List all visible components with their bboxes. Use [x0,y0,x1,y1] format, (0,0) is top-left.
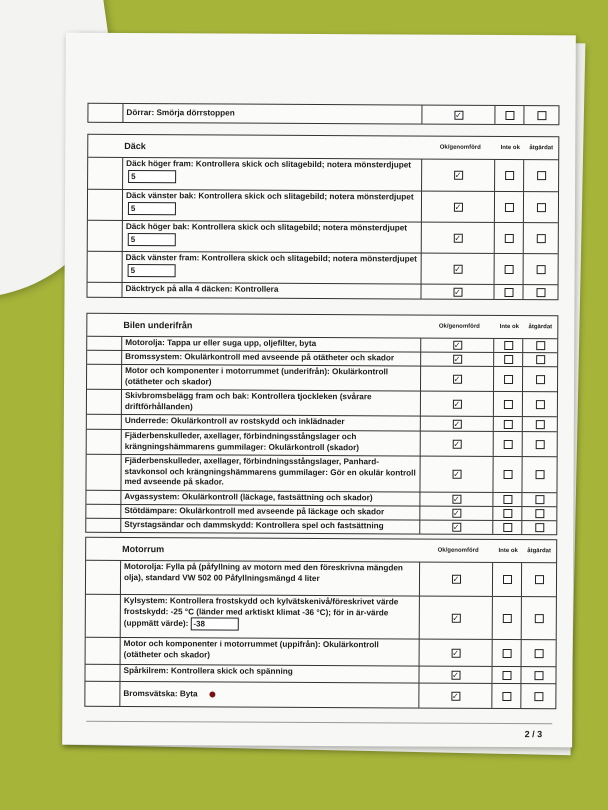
fixed-cell[interactable] [523,254,558,284]
fixed-cell[interactable] [521,521,556,534]
checkbox-not-ok[interactable] [502,691,511,700]
section-header [87,314,557,339]
checkbox-ok[interactable]: ✓ [453,399,461,409]
fixed-cell[interactable] [522,392,557,416]
ok-cell[interactable] [420,353,493,366]
checkbox-fixed[interactable] [535,495,544,504]
checkbox-ok[interactable]: ✓ [454,233,462,243]
ok-cell[interactable] [420,367,493,391]
checkbox-ok[interactable]: ✓ [455,110,462,120]
not-ok-cell[interactable] [493,392,522,416]
checkbox-not-ok[interactable] [503,439,512,448]
table-row [86,638,556,667]
row-label: Däck vänster bak: Kontrollera skick och slitagebild; notera mönsterdjupet5 [122,190,421,222]
not-ok-cell[interactable] [493,353,522,366]
checkbox-ok[interactable]: ✓ [453,439,461,449]
checkbox-not-ok[interactable] [504,374,513,383]
section-underbody [85,313,558,535]
col-not-ok-header: Inte ok [498,547,518,554]
checkbox-ok[interactable]: ✓ [452,648,459,658]
row-label: Fjäderbenskulleder, axellager, förbindningsstångslager, Panhard-stavkonsol och krängningshämmarens gummilager: Gör en okulär kontroll med avseende på skador. [120,455,419,492]
checkbox-not-ok[interactable] [504,355,513,364]
checkbox-ok[interactable]: ✓ [452,691,459,701]
col-ok-header: Ok/genomförd [439,144,481,151]
fixed-cell[interactable] [523,192,558,222]
fixed-cell[interactable] [522,353,557,366]
row-label: Avgassystem: Okulärkontroll (läckage, fastsättning och skador) [120,491,419,506]
checkbox-fixed[interactable] [535,420,544,429]
checkbox-fixed[interactable] [535,523,544,532]
row-label: Däck vänster fram: Kontrollera skick och slitagebild; notera mönsterdjupet5 [122,252,421,284]
row-label: Spårkilrem: Kontrollera skick och spänning [119,665,418,683]
ok-cell[interactable] [421,254,494,284]
fixed-cell[interactable] [522,417,557,431]
checkbox-ok[interactable]: ✓ [454,264,462,274]
ok-cell[interactable] [420,285,493,299]
ok-cell[interactable] [420,417,493,431]
table-row [86,595,556,640]
col-not-ok-header: Inte ok [499,323,520,330]
checkbox-fixed[interactable] [534,575,543,584]
checkbox-ok[interactable]: ✓ [454,170,462,180]
fixed-cell[interactable] [521,457,556,492]
row-label: Motor och komponenter i motorrummet (underifrån): Okulärkontroll (otätheter och skador) [121,365,420,391]
col-fixed-header: åtgärdat [528,323,553,330]
not-ok-cell[interactable] [494,192,523,222]
fixed-cell[interactable] [521,493,556,506]
not-ok-cell[interactable] [494,223,523,253]
checkbox-ok[interactable]: ✓ [452,522,460,532]
table-row [88,221,558,254]
not-ok-cell[interactable] [492,507,521,520]
not-ok-cell[interactable] [492,563,521,596]
section-tires [86,134,559,300]
ok-cell[interactable] [419,640,492,666]
not-ok-cell[interactable] [492,521,521,534]
not-ok-cell[interactable] [492,597,521,639]
checkbox-not-ok[interactable] [505,110,514,119]
fixed-cell[interactable] [522,339,557,352]
ok-cell[interactable] [418,684,491,708]
section-title: Motorrum [122,543,165,555]
checkbox-not-ok[interactable] [503,509,512,518]
checkbox-ok[interactable]: ✓ [453,494,460,504]
checkbox-fixed[interactable] [535,509,544,518]
checkbox-fixed[interactable] [536,355,545,364]
table-row [87,390,557,417]
not-ok-cell[interactable] [493,417,522,431]
row-label: Motorolja: Tappa ur eller suga upp, oljefilter, byta [121,337,420,352]
ok-cell[interactable] [419,563,492,596]
fixed-cell[interactable] [521,640,556,666]
checkbox-not-ok[interactable] [503,419,512,428]
value-box[interactable]: 5 [128,232,176,245]
table-row [87,283,557,299]
checkbox-fixed[interactable] [534,671,543,680]
table-row [85,682,555,708]
checkbox-not-ok[interactable] [502,670,511,679]
fixed-cell[interactable] [522,285,557,299]
fixed-cell[interactable] [521,563,556,596]
checkbox-fixed[interactable] [535,440,544,449]
ok-cell[interactable] [419,597,492,639]
checkbox-fixed[interactable] [536,341,545,350]
row-label: Styrstagsändar och dammskydd: Kontrollera spel och fastsättning [120,519,419,534]
checkbox-ok[interactable]: ✓ [453,374,461,384]
footer-divider [86,721,552,724]
row-label: Dörrar: Smörja dörrstoppen [122,104,421,124]
not-ok-cell[interactable] [492,640,521,666]
col-fixed-header: åtgärdat [527,547,552,554]
checkbox-not-ok[interactable] [504,264,513,273]
checkbox-fixed[interactable] [535,400,544,409]
checkbox-not-ok[interactable] [503,399,512,408]
ok-cell[interactable] [419,457,492,492]
col-ok-header: Ok/genomförd [437,547,479,554]
page-number: 2 / 3 [524,729,543,740]
not-ok-cell[interactable] [493,432,522,456]
ok-cell[interactable] [421,192,494,222]
ok-cell[interactable] [421,106,494,124]
checkbox-ok[interactable]: ✓ [453,340,461,350]
table-row [88,190,558,223]
checkbox-not-ok[interactable] [504,287,513,296]
checkbox-ok[interactable]: ✓ [452,574,460,584]
not-ok-cell[interactable] [493,285,522,299]
fixed-cell[interactable] [520,667,555,683]
ok-cell[interactable] [421,223,494,253]
checkbox-fixed[interactable] [534,692,543,701]
checkbox-ok[interactable]: ✓ [453,354,461,364]
fixed-cell[interactable] [522,432,557,456]
top-row-section [87,103,559,125]
checkbox-ok[interactable]: ✓ [453,469,460,479]
not-ok-cell[interactable] [494,160,523,191]
row-label: Underrede: Okulärkontroll av rostskydd och inklädnader [121,415,420,431]
checkbox-not-ok[interactable] [503,523,512,532]
checkbox-ok[interactable]: ✓ [454,202,462,212]
col-ok-header: Ok/genomförd [438,323,480,330]
checkbox-fixed[interactable] [535,470,544,479]
checkbox-fixed[interactable] [536,203,545,212]
row-label: Däck höger bak: Kontrollera skick och slitagebild; notera mönsterdjupet5 [122,221,421,253]
checklist-page [62,33,576,748]
not-ok-cell[interactable] [491,667,520,683]
not-ok-cell[interactable] [492,457,521,492]
checkbox-not-ok[interactable] [505,171,514,180]
fixed-cell[interactable] [521,507,556,520]
checkbox-ok[interactable]: ✓ [452,613,460,623]
ok-cell[interactable] [420,339,493,352]
checkbox-fixed[interactable] [534,614,543,623]
row-label: Motor och komponenter i motorrummet (uppifrån): Okulärkontroll (otätheter och skador) [120,638,419,666]
checkbox-fixed[interactable] [536,375,545,384]
checkbox-not-ok[interactable] [503,495,512,504]
fixed-cell[interactable] [523,223,558,253]
checkbox-ok[interactable]: ✓ [452,670,459,680]
row-label: Bromsvätska: Byta [119,682,418,708]
fixed-cell[interactable] [523,106,558,124]
fixed-cell[interactable] [522,367,557,391]
table-row [87,430,557,457]
ok-cell[interactable] [418,667,491,683]
fixed-cell[interactable] [521,597,556,639]
table-row [87,365,557,392]
ok-cell[interactable] [421,160,494,191]
ok-cell[interactable] [420,392,493,416]
table-row [88,252,558,285]
row-label: Däcktryck på alla 4 däcken: Kontrollera [121,283,420,299]
not-ok-cell[interactable] [492,493,521,506]
marker-dot-icon [210,691,216,697]
table-row [88,104,558,124]
fixed-cell[interactable] [520,684,555,708]
table-row [86,519,556,534]
checkbox-not-ok[interactable] [504,341,513,350]
value-box[interactable]: 5 [128,263,176,276]
checkbox-not-ok[interactable] [503,470,512,479]
value-box[interactable]: -38 [190,617,238,630]
ok-cell[interactable] [419,507,492,520]
section-engine-bay [84,537,557,709]
not-ok-cell[interactable] [493,367,522,391]
checkbox-ok[interactable]: ✓ [454,287,461,297]
checkbox-ok[interactable]: ✓ [452,508,460,518]
row-label: Skivbromsbelägg fram och bak: Kontrollera tjockleken (svårare driftförhållanden) [121,390,420,416]
section-title: Däck [124,140,146,152]
checkbox-fixed[interactable] [537,111,546,120]
row-label: Motorolja: Fylla på (påfyllning av motorn med den föreskrivna mängden olja), standard VW 502 00 Påfyllningsmängd 4 liter [120,561,419,596]
fixed-cell[interactable] [523,160,558,191]
checkbox-fixed[interactable] [536,234,545,243]
checkbox-ok[interactable]: ✓ [453,419,461,429]
checkbox-fixed[interactable] [536,265,545,274]
checkbox-not-ok[interactable] [502,613,511,622]
ok-cell[interactable] [419,521,492,534]
table-row [86,455,556,493]
row-label: Däck höger fram: Kontrollera skick och slitagebild; notera mönsterdjupet5 [122,158,421,191]
section-header [88,135,558,160]
checkbox-not-ok[interactable] [504,202,513,211]
table-row [86,561,556,597]
checkbox-fixed[interactable] [534,649,543,658]
ok-cell[interactable] [420,432,493,456]
row-label: Stötdämpare: Okulärkontroll med avseende på läckage och skador [120,505,419,520]
section-title: Bilen underifrån [123,319,193,331]
row-label: Kylsystem: Kontrollera frostskydd och kylvätskenivå/föreskrivet värde frostskydd: -25 °C (länder med arktiskt klimat -36 °C); för in är-värde (uppmätt värde): -38 [120,595,419,639]
table-row [88,158,558,192]
col-fixed-header: åtgärdat [529,144,554,151]
not-ok-cell[interactable] [493,339,522,352]
not-ok-cell[interactable] [494,254,523,284]
section-header [86,538,556,563]
not-ok-cell[interactable] [494,106,523,124]
checkbox-fixed[interactable] [536,288,545,297]
ok-cell[interactable] [419,493,492,506]
checkbox-fixed[interactable] [537,171,546,180]
checkbox-not-ok[interactable] [502,648,511,657]
value-box[interactable]: 5 [128,201,176,214]
checkbox-not-ok[interactable] [504,233,513,242]
col-not-ok-header: Inte ok [500,144,520,151]
row-label: Bromssystem: Okulärkontroll med avseende på otätheter och skador [121,351,420,366]
checkbox-not-ok[interactable] [502,575,511,584]
not-ok-cell[interactable] [491,684,520,708]
row-label: Fjäderbenskulleder, axellager, förbindningsstångslager och krängningshämmarens gummilager: Okulärkontroll (skador) [121,430,420,456]
value-box[interactable]: 5 [128,169,176,182]
